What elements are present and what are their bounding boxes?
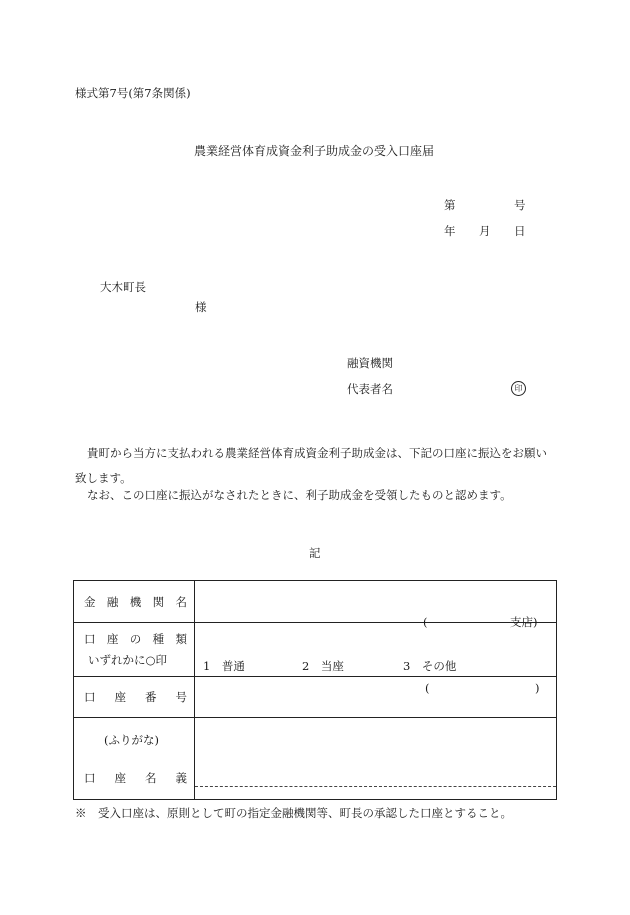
account-type-field[interactable] (195, 623, 557, 695)
addressee-honorific: 様 (195, 300, 207, 314)
table-row-account-number (74, 677, 557, 718)
account-number-label: 口 座 番 号 (74, 677, 195, 718)
furigana-divider (195, 786, 556, 787)
account-number-field[interactable] (195, 677, 557, 718)
account-table (73, 580, 557, 800)
form-number: 様式第7号(第7条関係) (75, 86, 191, 100)
footnote: ※ 受入口座は、原則として町の指定金融機関等、町長の承認した口座とすること。 (75, 806, 512, 820)
branch-label: 支店) (510, 614, 538, 629)
account-type-sub-label: いずれかに○印 (88, 653, 168, 667)
table-row-account-name (74, 718, 557, 800)
number-suffix: 号 (514, 198, 526, 212)
option-toza[interactable]: 2 当座 (302, 658, 344, 673)
bank-name-label: 金 融 機 関 名 (74, 581, 195, 623)
date-day: 日 (514, 224, 526, 238)
other-close-paren: ) (535, 680, 540, 695)
date-year: 年 (444, 224, 456, 238)
option-sonota[interactable]: 3 その他 (403, 658, 457, 673)
body-paragraph-1: 貴町から当方に支払われる農業経営体育成資金利子助成金は、下記の口座に振込をお願い致します。 (75, 446, 547, 485)
table-row-account-type (74, 623, 557, 677)
document-title: 農業経営体育成資金利子助成金の受入口座届 (194, 144, 435, 158)
seal-mark: 印 (511, 381, 526, 396)
account-name-label: (ふりがな) 口 座 名 義 (74, 718, 195, 800)
bank-name-field[interactable] (195, 581, 557, 629)
body-paragraph-2: なお、この口座に振込がなされたときに、利子助成金を受領したものと認めます。 (87, 488, 512, 502)
date-month: 月 (479, 224, 491, 238)
table-row-bank (74, 581, 557, 623)
ki-heading: 記 (309, 546, 321, 560)
account-type-label: 口 座 の 種 類 いずれかに○印 (74, 623, 195, 677)
representative-label: 代表者名 (347, 382, 393, 396)
other-open-paren: ( (425, 680, 430, 695)
furigana-label: (ふりがな) (104, 732, 159, 747)
option-futsu[interactable]: 1 普通 (203, 658, 245, 673)
branch-open-paren: ( (423, 614, 428, 629)
account-name-field[interactable] (195, 718, 557, 800)
addressee-mayor: 大木町長 (100, 280, 146, 294)
number-prefix: 第 (444, 198, 456, 212)
institution-label: 融資機関 (347, 356, 393, 370)
